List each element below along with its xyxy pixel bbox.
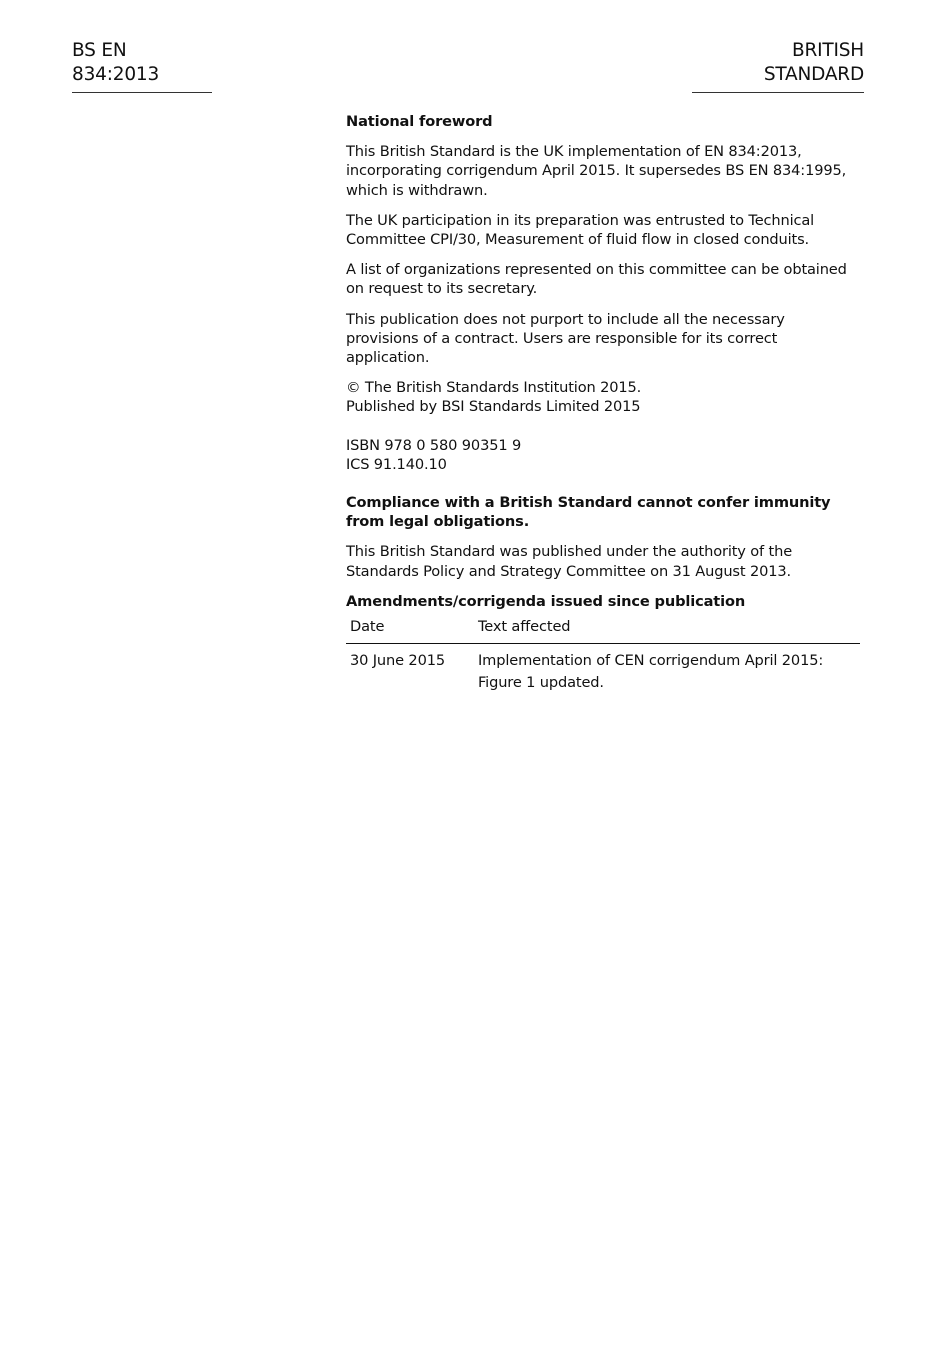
amendment-text-line: Figure 1 updated. bbox=[478, 674, 604, 692]
table-row bbox=[346, 644, 860, 695]
published-line: Published by BSI Standards Limited 2015 bbox=[346, 398, 641, 416]
identifiers-block bbox=[346, 436, 861, 474]
amendment-date: 30 June 2015 bbox=[350, 652, 445, 670]
amendment-text bbox=[474, 644, 860, 695]
authority-statement: This British Standard was published under the authority of the Standards Policy and Strategy Committee on 31 August 2013. bbox=[346, 543, 793, 580]
amendment-text-line: Implementation of CEN corrigendum April 2015: bbox=[478, 652, 824, 670]
copyright-block bbox=[346, 378, 861, 416]
foreword-paragraph: This publication does not purport to include all the necessary provisions of a contract. Users are responsible for its correct application. bbox=[346, 310, 785, 367]
national-foreword-section bbox=[346, 112, 861, 694]
amendments-table bbox=[346, 615, 860, 694]
foreword-paragraph: The UK participation in its preparation was entrusted to Technical Committee CPI/30, Measurement of fluid flow in closed conduits. bbox=[346, 211, 815, 249]
copyright-line: © The British Standards Institution 2015. bbox=[346, 379, 642, 397]
header-document-number: BS EN 834:2013 bbox=[72, 39, 212, 93]
foreword-paragraph: A list of organizations represented on this committee can be obtained on request to its secretary. bbox=[346, 261, 847, 298]
foreword-paragraph: This British Standard is the UK implementation of EN 834:2013, incorporating corrigendum April 2015. It supersedes BS EN 834:1995, which is withdrawn. bbox=[346, 143, 847, 199]
amendments-title: Amendments/corrigenda issued since publication bbox=[346, 592, 746, 610]
table-header-row bbox=[346, 615, 860, 644]
isbn: ISBN 978 0 580 90351 9 bbox=[346, 436, 522, 454]
ics-code: ICS 91.140.10 bbox=[346, 455, 447, 473]
column-header-date: Date bbox=[346, 615, 474, 644]
header-standard-label: BRITISH STANDARD bbox=[692, 39, 864, 93]
column-header-text-affected: Text affected bbox=[474, 615, 860, 644]
section-title: National foreword bbox=[346, 113, 493, 130]
compliance-notice: Compliance with a British Standard cannot confer immunity from legal obligations. bbox=[346, 494, 831, 531]
